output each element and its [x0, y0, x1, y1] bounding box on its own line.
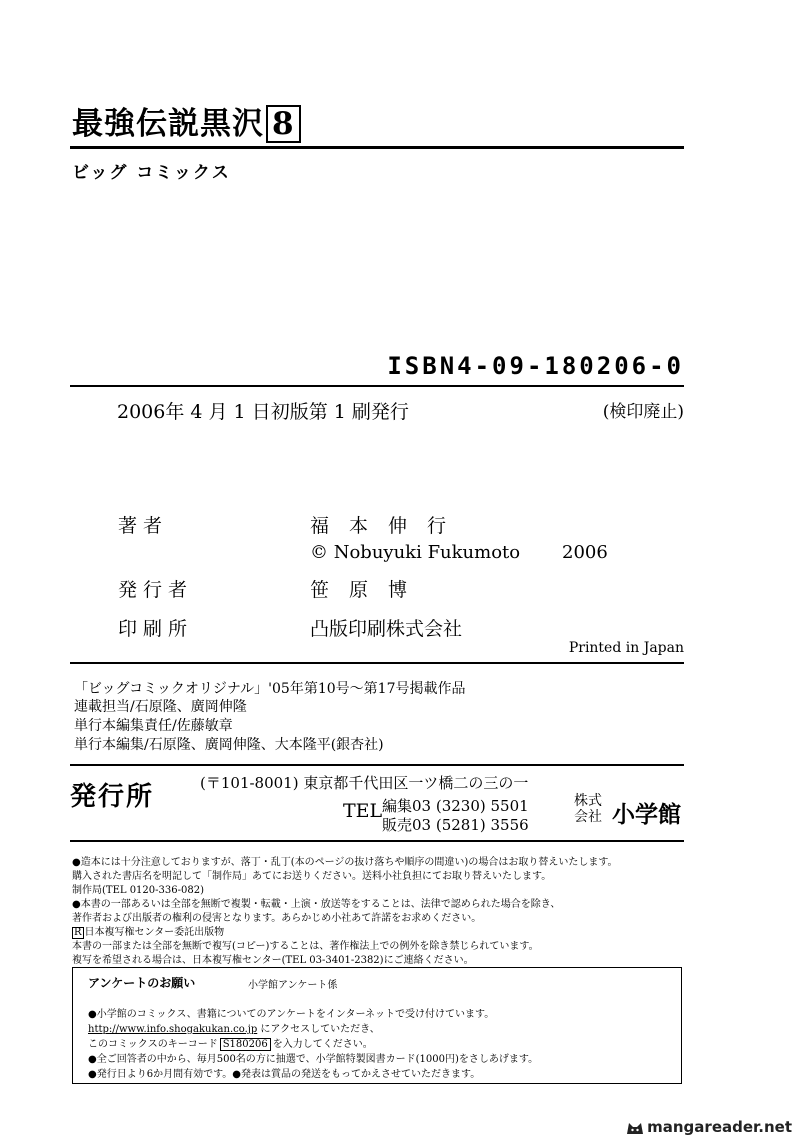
book-title-line [72, 98, 301, 143]
tel-label: TEL [343, 800, 383, 822]
survey-title: アンケートのお願い [88, 976, 196, 990]
notice-line: 複写を希望される場合は、日本複写権センター(TEL 03-3401-2382)にご連絡ください。 [72, 955, 474, 966]
author-label: 著者 [118, 515, 169, 537]
printer-label: 印刷所 [118, 618, 194, 640]
credits-rule [70, 662, 684, 664]
corporation-mark-line: 株式 [574, 793, 602, 809]
publishing-office-label: 発行所 [70, 782, 155, 812]
publisher-rule [70, 840, 684, 842]
survey-line: ●小学館のコミックス、書籍についてのアンケートをインターネットで受け付けています。 [88, 1009, 495, 1020]
title-rule [70, 146, 684, 149]
survey-keycode: S180206 [220, 1038, 271, 1051]
printed-in: Printed in Japan [568, 640, 684, 656]
watermark [625, 1118, 792, 1136]
watermark-text: mangareader.net [647, 1118, 792, 1136]
tel-editorial: 編集03 (3230) 5501 [382, 797, 529, 815]
survey-text: にアクセスしていただき、 [257, 1024, 380, 1035]
serial-line: 「ビッグコミックオリジナル」'05年第10号〜第17号掲載作品 [74, 681, 466, 697]
survey-line: ●発行日より6か月間有効です。●発表は賞品の発送をもってかえさせていただきます。 [88, 1069, 481, 1080]
serial-line: 連載担当/石原隆、廣岡伸隆 [74, 699, 247, 715]
survey-text: を入力してください。 [272, 1039, 373, 1050]
publication-date: 2006年 4 月 1 日初版第 1 刷発行 [117, 401, 409, 423]
survey-department: 小学館アンケート係 [248, 980, 338, 991]
serial-rule [70, 764, 684, 766]
survey-keycode-line [88, 1035, 373, 1051]
publisher-address: (〒101-8001) 東京都千代田区一ツ橋二の三の一 [200, 774, 529, 792]
notice-line: ●本書の一部あるいは全部を無断で複製・転載・上演・放送等をすることは、法律で認められた場合を除き、 [72, 899, 561, 910]
copyright-year: 2006 [562, 542, 608, 563]
publisher-person-label: 発行者 [118, 579, 194, 601]
corporation-mark-line: 会社 [574, 809, 602, 825]
notice-line: 本書の一部または全部を無断で複写(コピー)することは、著作権法上での例外を除き禁じられています。 [72, 941, 539, 952]
notice-line: ●造本には十分注意しておりますが、落丁・乱丁(本のページの抜け落ちや順序の間違い)の場合はお取り替えいたします。 [72, 857, 618, 868]
serial-line: 単行本編集/石原隆、廣岡伸隆、大本隆平(銀杏社) [74, 737, 384, 753]
volume-number: 8 [266, 105, 301, 143]
publisher-name: 小学館 [612, 801, 681, 828]
printer-name: 凸版印刷株式会社 [310, 618, 463, 640]
survey-url[interactable]: http://www.info.shogakukan.co.jp [88, 1024, 258, 1035]
notice-line: 制作局(TEL 0120-336-082) [72, 885, 204, 896]
tel-sales: 販売03 (5281) 3556 [382, 816, 529, 834]
registered-mark: R [74, 927, 82, 938]
seal-notice: (検印廃止) [602, 402, 684, 422]
survey-line: ●全ご回答者の中から、毎月500名の方に抽選で、小学館特製図書カード(1000円)をさしあげます。 [88, 1054, 539, 1065]
corporation-mark [574, 793, 602, 825]
serial-line: 単行本編集責任/佐藤敏章 [74, 718, 233, 734]
book-title: 最強伝説黒沢 [72, 106, 264, 142]
copyright-notice: © Nobuyuki Fukumoto [310, 542, 521, 563]
author-name: 福本伸行 [310, 515, 467, 537]
cat-logo-icon [625, 1120, 645, 1136]
notice-line: 著作者および出版者の権利の侵害となります。あらかじめ小社あて許諾をお求めください。 [72, 913, 482, 924]
isbn: ISBN4-09-180206-0 [387, 352, 684, 380]
survey-text: このコミックスのキーコード [88, 1039, 218, 1050]
notice-text: 日本複写権センター委託出版物 [84, 927, 225, 938]
notice-line: 購入された書店名を明記して「制作局」あてにお送りください。送料小社負担にてお取り替えいたします。 [72, 871, 552, 882]
publisher-person-name: 笹原博 [310, 579, 428, 601]
series-name: ビッグ コミックス [72, 163, 231, 183]
survey-url-line [88, 1020, 380, 1035]
isbn-rule [70, 385, 684, 387]
